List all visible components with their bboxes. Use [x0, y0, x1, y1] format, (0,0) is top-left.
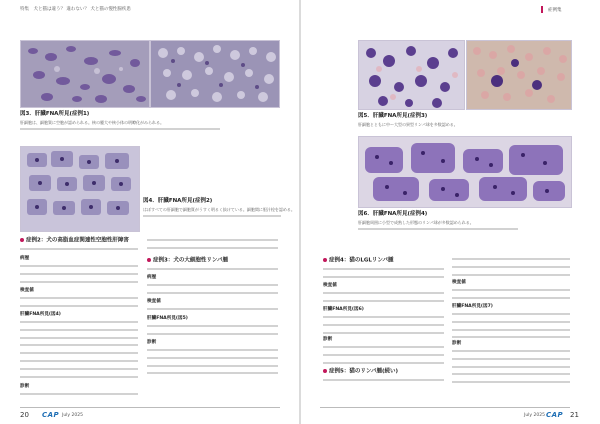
- case4-title-text: 症例4：猫のLGLリンパ腫: [329, 257, 394, 264]
- case2-history-lines: [20, 265, 138, 288]
- page-number-right: 21: [570, 411, 579, 419]
- case4-diag-lines: [323, 346, 444, 369]
- issue-date-right: July 2025: [524, 413, 545, 418]
- cap-logo-left: CAP: [42, 411, 60, 419]
- bullet-icon: [147, 258, 151, 262]
- case2-fna-lines: [20, 321, 138, 383]
- fig6-caption-lines: [358, 228, 518, 236]
- bullet-icon: [323, 258, 327, 262]
- case4-exam-heading: 検査値: [323, 283, 337, 288]
- cell-texture-icon: [359, 41, 464, 109]
- col2-right-exam-heading: 検査値: [452, 280, 466, 285]
- case4-intro-lines: [323, 268, 444, 284]
- fig5-title: 図5．肝臓FNA所見(症例3): [358, 113, 428, 119]
- fig3-caption-lines: [20, 128, 220, 136]
- case2-diag-heading: 診断: [20, 384, 30, 389]
- case3-history-lines: [147, 284, 278, 300]
- case2-exam-heading: 検査値: [20, 288, 34, 293]
- cell-texture-icon: [467, 41, 571, 109]
- bullet-icon: [323, 369, 327, 373]
- fig6-title: 図6．肝臓FNA所見(症例4): [358, 211, 428, 217]
- cell-texture-icon: [21, 41, 149, 107]
- micrograph-fig6: [358, 136, 572, 208]
- col2-right-fna-heading: 肝臓FNA所見(図7): [452, 304, 493, 309]
- col2-right-fna-lines: [452, 313, 570, 344]
- cell-texture-icon: [21, 147, 139, 231]
- cap-logo-right: CAP: [546, 411, 564, 419]
- fig3-title: 図3．肝臓FNA所見(症例1): [20, 111, 90, 117]
- case4-exam-lines: [323, 292, 444, 308]
- fig3-caption: 肝細胞は、細胞質に空胞が認められる。核の腫大や核小体の明瞭化がみられる。: [20, 120, 164, 125]
- footer-rule-right: [320, 407, 570, 408]
- case3-exam-lines: [147, 308, 278, 316]
- cell-texture-icon: [151, 41, 279, 107]
- case3-fna-lines: [147, 325, 278, 341]
- fig4-caption-lines: [143, 215, 281, 223]
- case4-diag-heading: 診断: [323, 337, 333, 342]
- micrograph-fig3-left: [20, 40, 150, 108]
- running-title: 特集 犬と猫は違う？ 違わない？ 犬と猫の慢性腸疾患: [20, 7, 131, 12]
- case2-intro-lines: [20, 248, 138, 256]
- bullet-icon: [20, 238, 24, 242]
- col2-right-diag-lines: [452, 350, 570, 389]
- case4-fna-lines: [323, 316, 444, 339]
- case3-intro-lines: [147, 268, 278, 276]
- footer-rule-left: [20, 407, 280, 408]
- section-tab-label: 症例集: [548, 8, 562, 13]
- case2-title: [20, 238, 129, 244]
- col2-right-history-lines: [452, 258, 570, 281]
- case3-history-heading: 病歴: [147, 275, 157, 280]
- case3-diag-heading: 診断: [147, 340, 157, 345]
- case2-fna-heading: 肝臓FNA所見(図4): [20, 312, 61, 317]
- case5-title-text: 症例5：猫のリンパ腫(続い): [329, 368, 398, 375]
- case3-fna-heading: 肝臓FNA所見(図5): [147, 316, 188, 321]
- micrograph-fig5-right: [466, 40, 572, 110]
- issue-date-left: July 2025: [62, 413, 83, 418]
- micrograph-fig3-right: [150, 40, 280, 108]
- col2-right-diag-heading: 診断: [452, 341, 462, 346]
- micrograph-fig4: [20, 146, 140, 232]
- case2-title-text: 症例2：犬の高脂血症関連性空胞性肝障害: [26, 237, 129, 244]
- fig4-caption: はぼすべての肝細胞で細胞質がうすく明るく抜けている。細胞間に胆汁栓を認める。: [143, 207, 295, 212]
- case3-diag-lines: [147, 349, 278, 380]
- case3-exam-heading: 検査値: [147, 299, 161, 304]
- case5-intro-lines: [323, 379, 444, 387]
- page-number-left: 20: [20, 411, 29, 419]
- case5-title: [323, 369, 398, 375]
- case2-exam-lines: [20, 297, 138, 313]
- section-tab: [541, 6, 600, 13]
- case2-history-heading: 病歴: [20, 256, 30, 261]
- micrograph-fig5-left: [358, 40, 465, 110]
- cell-texture-icon: [359, 137, 571, 207]
- case4-fna-heading: 肝臓FNA所見(図6): [323, 307, 364, 312]
- col2-continued-lines: [147, 239, 278, 255]
- case4-title: [323, 258, 393, 264]
- page-gutter: [299, 0, 301, 424]
- col2-right-exam-lines: [452, 289, 570, 305]
- case3-title: [147, 258, 228, 264]
- fig4-title: 図4．肝臓FNA所見(症例2): [143, 198, 213, 204]
- fig6-caption: 肝細胞周囲に小型で成熟した形態のリンパ球が多数認められる。: [358, 220, 474, 225]
- case3-title-text: 症例3：犬の大細胞性リンパ腫: [153, 257, 228, 264]
- fig5-caption: 肝細胞とともに中～大型の異型リンパ球を多数認める。: [358, 122, 458, 127]
- case2-diag-lines: [20, 393, 138, 401]
